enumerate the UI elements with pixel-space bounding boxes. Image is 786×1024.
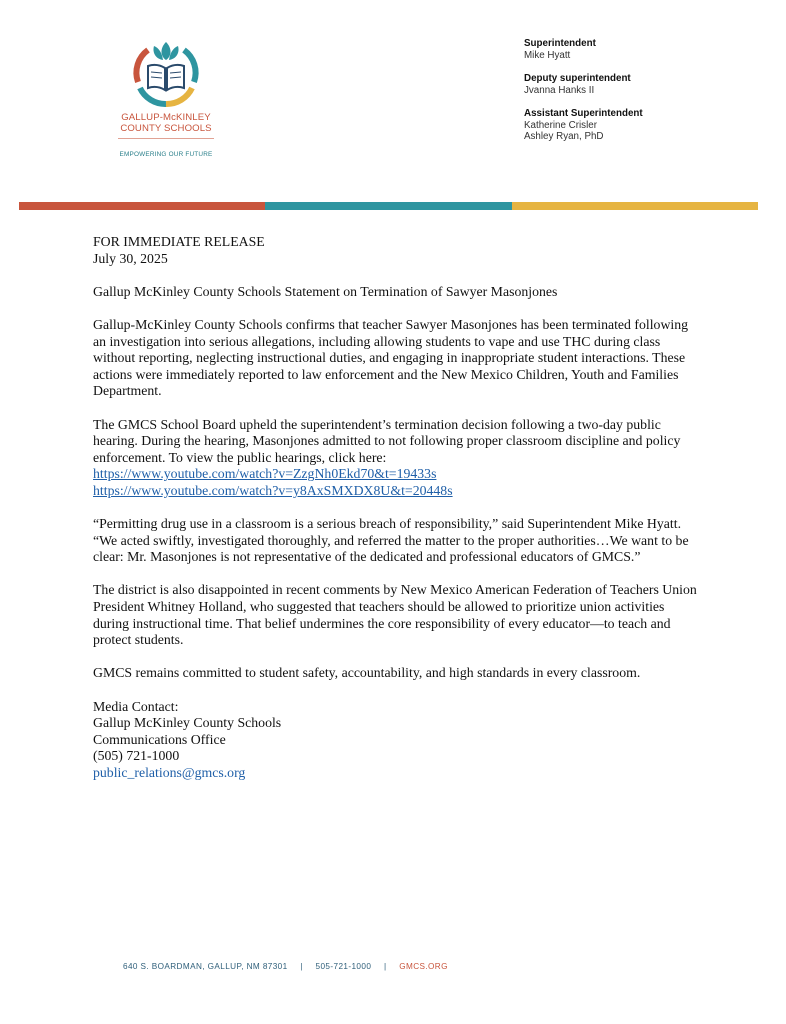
logo-name-line2: COUNTY SCHOOLS: [120, 123, 212, 134]
leadership-list: [524, 38, 643, 155]
logo-name: [116, 112, 216, 134]
footer-website-link[interactable]: GMCS.ORG: [399, 962, 448, 971]
contact-label: Media Contact:: [93, 698, 179, 714]
contact-email-link[interactable]: public_relations@gmcs.org: [93, 765, 246, 780]
district-logo: [116, 38, 216, 160]
contact-org: Gallup McKinley County Schools: [93, 715, 282, 731]
role-label: Superintendent: [524, 38, 596, 49]
band-gold: [512, 202, 758, 210]
release-title: Gallup McKinley County Schools Statement on Termination of Sawyer Masonjones: [93, 283, 558, 299]
logo-tagline: EMPOWERING OUR FUTURE: [119, 151, 213, 158]
footer-separator: |: [383, 962, 387, 971]
press-release-body: [93, 234, 703, 798]
staff-name: Ashley Ryan, PhD: [524, 131, 604, 142]
staff-name: Katherine Crisler: [524, 119, 597, 131]
release-label: FOR IMMEDIATE RELEASE: [93, 234, 265, 249]
role-label: Assistant Superintendent: [524, 108, 643, 119]
logo-name-line1: GALLUP-McKINLEY: [121, 112, 211, 123]
staff-name: Jvanna Hanks II: [524, 84, 595, 96]
book-logo-icon: [130, 38, 202, 108]
leadership-deputy: [524, 73, 643, 96]
paragraph-4: The district is also disappointed in recent comments by New Mexico American Federation of Teachers Union President Whitney Holland, who suggested that teachers should be allowed to prioritize union activities during instructional time. That belief undermines the core responsibility of every educator—to teach and protect students.: [93, 582, 697, 648]
paragraph-5: GMCS remains committed to student safety, accountability, and high standards in every classroom.: [93, 665, 641, 681]
leadership-assistant: [524, 108, 643, 143]
band-teal: [265, 202, 511, 210]
contact-office: Communications Office: [93, 731, 226, 747]
contact-phone: (505) 721-1000: [93, 748, 180, 764]
color-band: [19, 202, 758, 210]
footer-address: 640 S. BOARDMAN, GALLUP, NM 87301: [123, 962, 288, 971]
band-orange: [19, 202, 265, 210]
page-footer: [123, 962, 448, 971]
media-contact: [93, 699, 703, 782]
logo-divider: [118, 138, 214, 139]
footer-phone: 505-721-1000: [315, 962, 372, 971]
paragraph-1: Gallup-McKinley County Schools confirms that teacher Sawyer Masonjones has been terminated following an investigation into serious allegations, including allowing students to vape and use THC during class without reporting, neglecting instructional duties, and engaging in inappropriate student interactions. These actions were immediately reported to law enforcement and the New Mexico Children, Youth and Families Department.: [93, 316, 689, 399]
footer-separator: |: [300, 962, 303, 971]
hearing-link-2[interactable]: https://www.youtube.com/watch?v=y8AxSMXDX8U&t=20448s: [93, 482, 453, 498]
hearing-link-1[interactable]: https://www.youtube.com/watch?v=ZzgNh0Ekd70&t=19433s: [93, 466, 437, 482]
paragraph-2: [93, 417, 703, 500]
staff-name: Mike Hyatt: [524, 49, 571, 61]
paragraph-2-text: The GMCS School Board upheld the superintendent’s termination decision following a two-day public hearing. During the hearing, Masonjones admitted to not following proper classroom discipline and policy enforcement. To view the public hearings, click here:: [93, 416, 681, 465]
paragraph-3: “Permitting drug use in a classroom is a serious breach of responsibility,” said Superintendent Mike Hyatt. “We acted swiftly, investigated thoroughly, and referred the matter to the proper authorities…We want to be clear: Mr. Masonjones is not representative of the dedicated and professional educators of GMCS.”: [93, 516, 689, 565]
role-label: Deputy superintendent: [524, 73, 631, 84]
leadership-superintendent: [524, 38, 643, 61]
release-date: July 30, 2025: [93, 250, 168, 266]
release-header: [93, 234, 703, 267]
